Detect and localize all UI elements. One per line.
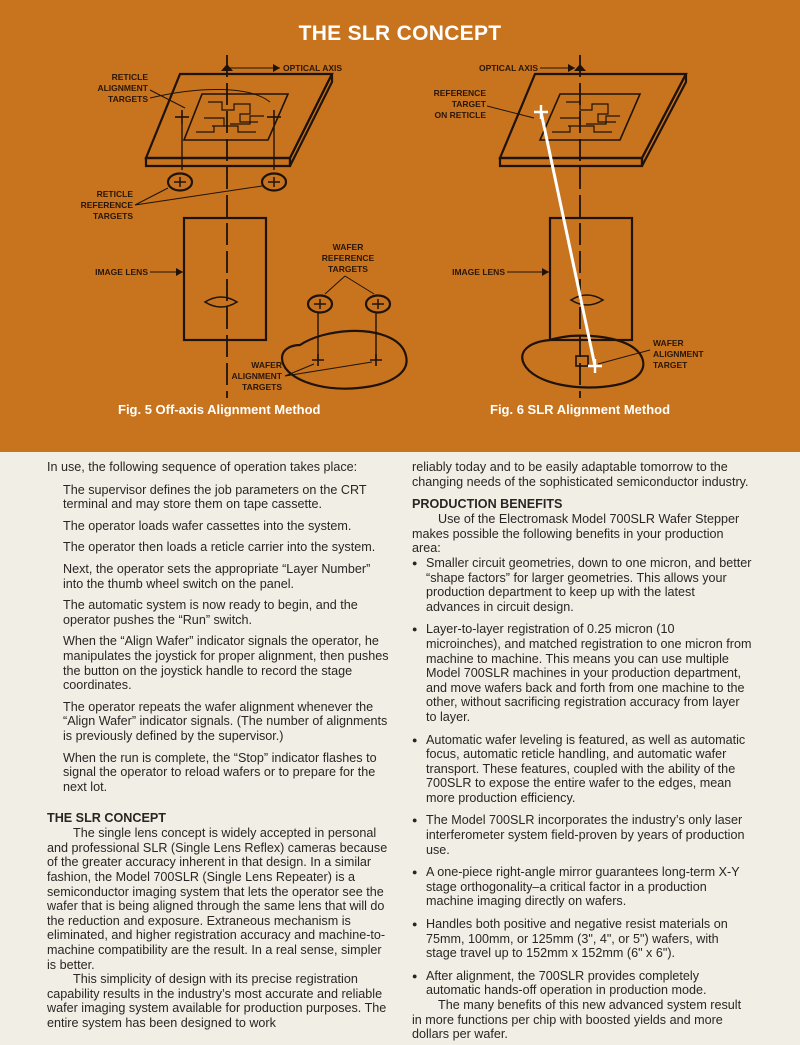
svg-text:RETICLE: RETICLE: [96, 189, 133, 199]
list-item: ● The Model 700SLR incorporates the industry’s only laser interferometer system field-proven by years of production use.: [412, 813, 752, 857]
fig5-wafer: [282, 331, 407, 389]
svg-text:TARGETS: TARGETS: [108, 94, 148, 104]
slr-concept-heading: THE SLR CONCEPT: [47, 811, 166, 826]
list-item: ● Smaller circuit geometries, down to one micron, and better “shape factors” for larger geometries. This allows your production department to keep up with the latest advances in circuit design.: [412, 556, 752, 614]
svg-text:ALIGNMENT: ALIGNMENT: [653, 349, 704, 359]
list-item: ● Handles both positive and negative resist materials on 75mm, 100mm, or 125mm (3", 4", or 5") wafers, with stage travel up to 152mm x 152mm (6" x 6").: [412, 917, 752, 961]
fig6-caption: Fig. 6 SLR Alignment Method: [490, 402, 671, 417]
fig5-reticle-plate: [146, 74, 332, 158]
closing-paragraph: The many benefits of this new advanced system result in more functions per chip with boosted yields and more dollars per wafer.: [412, 998, 742, 1042]
svg-text:RETICLE: RETICLE: [111, 72, 148, 82]
svg-text:TARGET: TARGET: [451, 99, 486, 109]
svg-text:ON RETICLE: ON RETICLE: [434, 110, 486, 120]
fig5-image-lens-body: [184, 218, 266, 340]
svg-text:TARGETS: TARGETS: [242, 382, 282, 392]
page-title: THE SLR CONCEPT: [298, 22, 502, 45]
svg-text:OPTICAL AXIS: OPTICAL AXIS: [478, 63, 538, 73]
slr-paragraph: The single lens concept is widely accepted in personal and professional SLR (Single Lens Reflex) cameras because of the greater accuracy inherent in that design. In a similar fashion, the Model 700SLR (Single Lens Repeater) is a semiconductor imaging system that lets the operator see the wafer that is being aligned through the same lens that will do the reduction and exposure. Extraneous mechanism is eliminated, and higher registration accuracy and machine-to-machine compatibility are the result. In a real sense, simpler is better.: [47, 826, 388, 972]
fig5-caption: Fig. 5 Off-axis Alignment Method: [118, 402, 321, 417]
svg-text:TARGETS: TARGETS: [328, 264, 368, 274]
svg-text:TARGETS: TARGETS: [93, 211, 133, 221]
continuation-text: reliably today and to be easily adaptable tomorrow to the changing needs of the sophisticated semiconductor industry.: [412, 460, 749, 489]
fig6-lens: [571, 295, 603, 305]
svg-text:ALIGNMENT: ALIGNMENT: [97, 83, 148, 93]
svg-text:TARGET: TARGET: [653, 360, 688, 370]
fig5-lens: [205, 297, 237, 307]
list-item: ● After alignment, the 700SLR provides completely automatic hands-off operation in production mode.: [412, 969, 752, 998]
svg-text:REFERENCE: REFERENCE: [433, 88, 486, 98]
svg-text:WAFER: WAFER: [251, 360, 282, 370]
svg-text:WAFER: WAFER: [332, 242, 364, 252]
svg-text:IMAGE LENS: IMAGE LENS: [95, 267, 148, 277]
header-banner: [0, 0, 800, 452]
right-column: [412, 460, 752, 1042]
production-benefits-heading: PRODUCTION BENEFITS: [412, 497, 563, 512]
step-item: The operator repeats the wafer alignment whenever the “Align Wafer” indicator signals. (The number of alignments is previously defined by the supervisor.): [63, 699, 388, 743]
fig6-image-lens-body: [550, 218, 632, 340]
svg-text:REFERENCE: REFERENCE: [321, 253, 375, 263]
svg-text:OPTICAL AXIS: OPTICAL AXIS: [283, 63, 343, 73]
step-item: The automatic system is now ready to begin, and the operator pushes the “Run” switch.: [63, 598, 358, 627]
intro-text: In use, the following sequence of operation takes place:: [47, 460, 358, 474]
step-item: The operator loads wafer cassettes into the system.: [63, 518, 352, 533]
list-item: ● Automatic wafer leveling is featured, as well as automatic focus, automatic reticle handling, and automatic wafer transport. These features, coupled with the ability of the 700SLR to expose the entire wafer to the edges, mean more production efficiency.: [412, 733, 752, 806]
step-item: When the “Align Wafer” indicator signals the operator, he manipulates the joystick for proper alignment, then pushes the button on the joystick handle to record the stage coordinates.: [63, 634, 389, 693]
benefits-intro: Use of the Electromask Model 700SLR Wafer Stepper makes possible the following benefits in your production area:: [412, 512, 740, 556]
fig5-reticle-edge: [146, 158, 290, 166]
alignment-diagrams: [0, 0, 800, 452]
benefits-list: [412, 556, 752, 998]
step-item: Next, the operator sets the appropriate “Layer Number” into the thumb wheel switch on the panel.: [63, 561, 371, 591]
svg-text:IMAGE LENS: IMAGE LENS: [452, 267, 505, 277]
svg-text:REFERENCE: REFERENCE: [80, 200, 133, 210]
list-item: ● A one-piece right-angle mirror guarantees long-term X-Y stage orthogonality–a critical factor in a production machine imaging directly on wafers.: [412, 865, 752, 909]
step-item: The supervisor defines the job parameters on the CRT terminal and may store them on tape cassette.: [63, 482, 367, 512]
svg-text:WAFER: WAFER: [653, 338, 684, 348]
left-column: [47, 460, 392, 1031]
fig6-wafer: [522, 336, 643, 388]
svg-text:ALIGNMENT: ALIGNMENT: [231, 371, 282, 381]
step-item: The operator then loads a reticle carrier into the system.: [63, 540, 376, 555]
slr-paragraph: This simplicity of design with its precise registration capability results in the industry’s most accurate and reliable wafer imaging system available for production purposes. The entire system has been designed to work: [47, 972, 387, 1030]
list-item: ● Layer-to-layer registration of 0.25 micron (10 microinches), and matched registration to one micron from machine to machine. This means you can use multiple Model 700SLR machines in your production department, and move wafers back and forth from one machine to the other, without sacrificing registration accuracy from layer to layer.: [412, 622, 752, 724]
step-item: When the run is complete, the “Stop” indicator flashes to signal the operator to reload wafers or to prepare for the next lot.: [63, 750, 377, 794]
